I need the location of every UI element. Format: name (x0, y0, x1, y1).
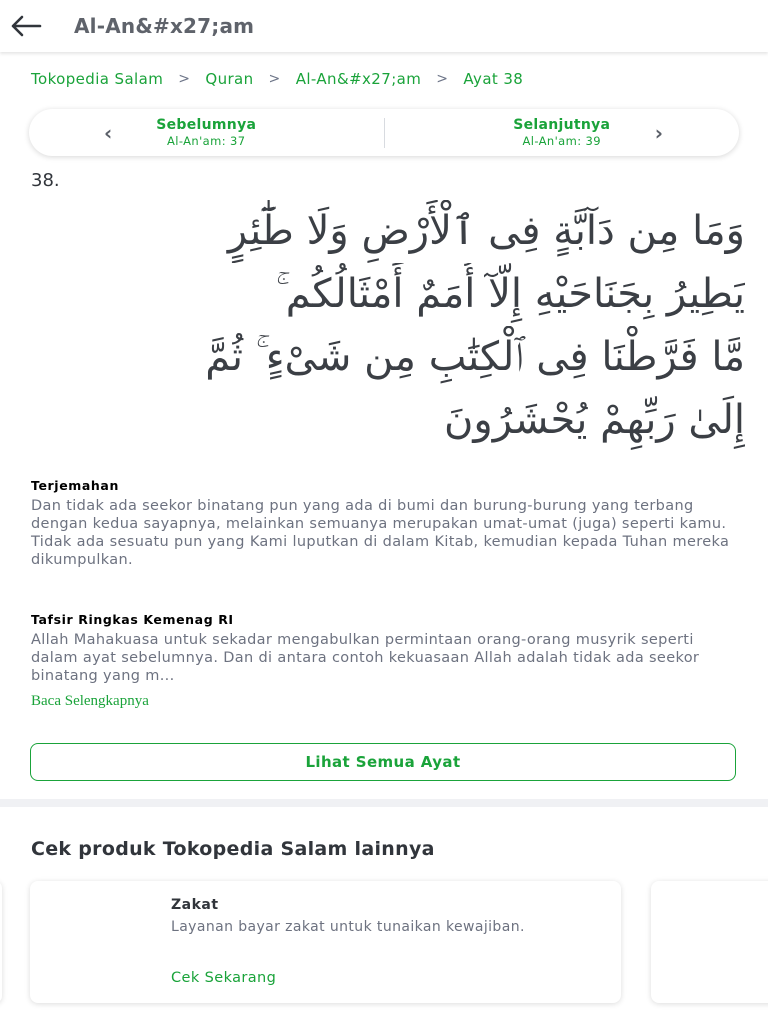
tafsir-title: Tafsir Ringkas Kemenag RI (31, 612, 234, 627)
breadcrumb-separator-icon: > (436, 71, 449, 87)
previous-label: Sebelumnya (156, 117, 257, 133)
next-label: Selanjutnya (513, 117, 611, 133)
arrow-left-icon (9, 14, 43, 38)
breadcrumb-separator-icon: > (178, 71, 191, 87)
product-card-previous[interactable] (0, 881, 2, 1003)
page-title: Al-An&#x27;am (74, 14, 255, 38)
breadcrumb-separator-icon: > (268, 71, 281, 87)
translation-title: Terjemahan (31, 478, 119, 493)
breadcrumb-item-quran[interactable]: Quran (205, 70, 254, 88)
next-verse-button[interactable] (385, 109, 740, 156)
section-divider (0, 799, 768, 807)
translation-text: Dan tidak ada seekor binatang pun yang ada di bumi dan burung-burung yang terbang dengan kedua sayapnya, melainkan semuanya merupakan umat-umat (juga) seperti kamu. Tidak ada sesuatu pun yang Kami luputkan di dalam Kitab, kemudian kepada Tuhan mereka dikumpulkan. (31, 498, 730, 568)
chevron-left-icon: ‹ (104, 121, 113, 145)
back-button[interactable] (0, 0, 52, 52)
product-card-zakat[interactable] (30, 881, 621, 1003)
arabic-line: وَمَا مِن دَآبَّةٍ فِى ٱلْأَرْضِ وَلَا طَٰٓئِرٍ (227, 208, 745, 254)
breadcrumb (31, 70, 523, 88)
product-card-next[interactable] (651, 881, 768, 1003)
arabic-line: يَطِيرُ بِجَنَاحَيْهِ إِلَّآ أُمَمٌ أَمْثَالُكُم ۚ (275, 271, 745, 317)
chevron-right-icon: › (654, 121, 663, 145)
verse-pager (29, 109, 739, 156)
breadcrumb-item-tokopedia-salam[interactable]: Tokopedia Salam (31, 70, 164, 88)
next-verse-ref: Al-An'am: 39 (522, 134, 601, 148)
see-all-verses-button[interactable]: Lihat Semua Ayat (30, 743, 736, 781)
tafsir-text: Allah Mahakuasa untuk sekadar mengabulkan permintaan orang-orang musyrik seperti dalam ayat sebelumnya. Dan di antara contoh kekuasaan Allah adalah tidak ada seekor binatang yang m... (31, 632, 700, 684)
read-more-link[interactable]: Baca Selengkapnya (31, 693, 149, 709)
previous-verse-ref: Al-An'am: 37 (167, 134, 246, 148)
arabic-verse-text (55, 200, 745, 452)
breadcrumb-item-surah[interactable]: Al-An&#x27;am (295, 70, 422, 88)
arabic-line: إِلَىٰ رَبِّهِمْ يُحْشَرُونَ (444, 397, 745, 443)
top-app-bar (0, 0, 768, 52)
verse-number: 38. (31, 170, 60, 191)
arabic-line: مَّا فَرَّطْنَا فِى ٱلْكِتَٰبِ مِن شَىْءٍ ۚ ثُمَّ (205, 334, 745, 380)
previous-verse-button[interactable] (29, 109, 384, 156)
product-name: Zakat (171, 897, 219, 913)
breadcrumb-item-ayat[interactable]: Ayat 38 (463, 70, 524, 88)
check-now-link[interactable]: Cek Sekarang (171, 970, 277, 986)
products-section-title: Cek produk Tokopedia Salam lainnya (31, 838, 435, 860)
product-description: Layanan bayar zakat untuk tunaikan kewajiban. (171, 919, 525, 935)
